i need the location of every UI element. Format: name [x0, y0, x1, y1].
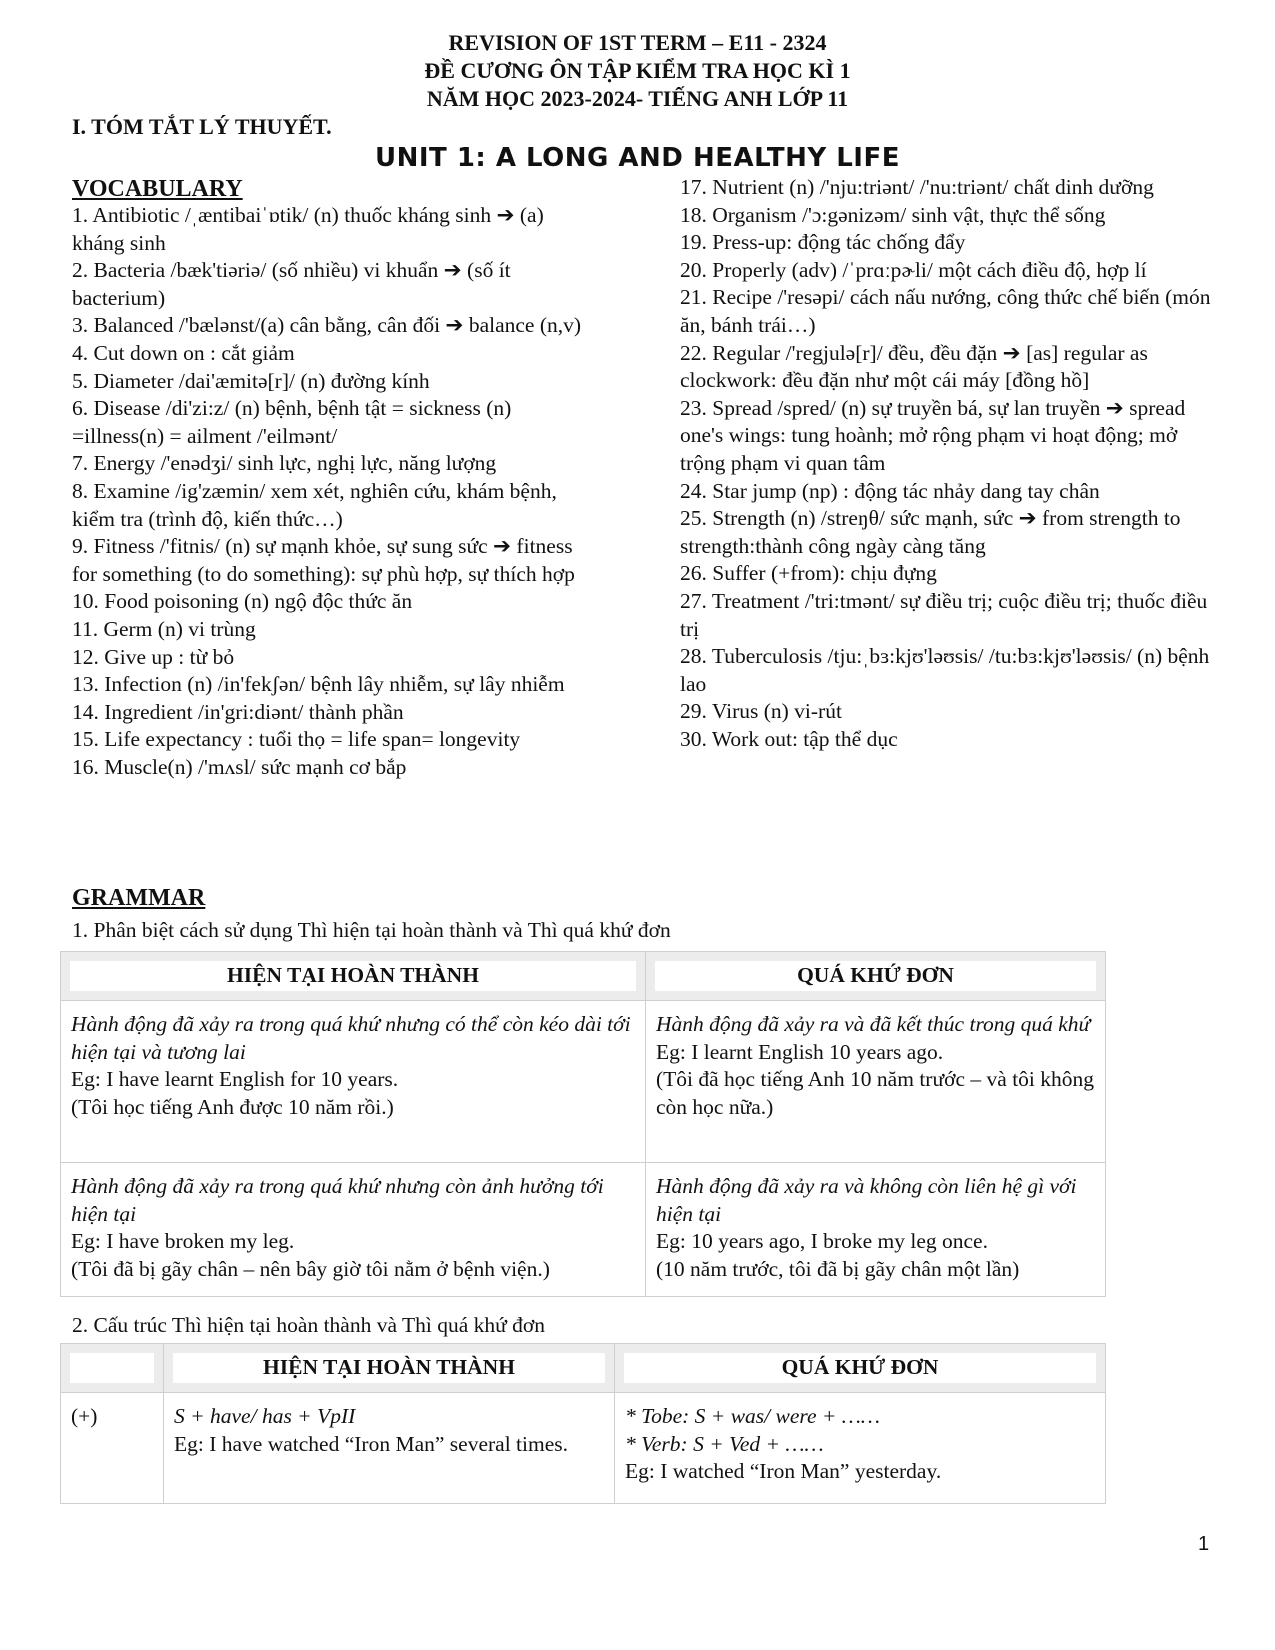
table-cell [646, 1163, 1106, 1297]
vocabulary-heading: VOCABULARY [72, 176, 243, 202]
vocab-entry: 7. Energy /'enədʒi/ sinh lực, nghị lực, năng lượng [72, 451, 497, 476]
vocab-entry: 21. Recipe /'resəpi/ cách nấu nướng, công thức chế biến (món ăn, bánh trái…) [680, 285, 1211, 337]
vocab-entry: 23. Spread /spred/ (n) sự truyền bá, sự lan truyền ➔ spread one's wings: tung hoành; mở rộng phạm vi hoạt động; mở trộng phạm vi quan tâm [680, 395, 1186, 475]
table-row [61, 1393, 1106, 1504]
usage-description: Hành động đã xảy ra và không còn liên hệ gì với hiện tại [656, 1174, 1077, 1226]
table-header-cell [164, 1344, 615, 1393]
column-header-past-simple: QUÁ KHỨ ĐƠN [624, 1353, 1096, 1383]
vocab-entry: 22. Regular /'regjulə[r]/ đều, đều đặn ➔ [as] regular as clockwork: đều đặn như một cái máy [đồng hồ] [680, 340, 1148, 393]
column-header-present-perfect: HIỆN TẠI HOÀN THÀNH [173, 1353, 605, 1383]
vocab-entry: 10. Food poisoning (n) ngộ độc thức ăn [72, 589, 413, 614]
table-cell [61, 1001, 646, 1163]
table-cell [61, 1163, 646, 1297]
table-row [61, 1001, 1106, 1163]
doc-title-line-2: ĐỀ CƯƠNG ÔN TẬP KIỂM TRA HỌC KÌ 1 [424, 58, 851, 83]
vocabulary-left-column [72, 202, 592, 781]
vocab-entry: 8. Examine /ig'zæmin/ xem xét, nghiên cứu, khám bệnh, kiểm tra (trình độ, kiến thức…) [72, 478, 557, 531]
doc-title-line-1: REVISION OF 1ST TERM – E11 - 2324 [448, 30, 827, 55]
vocab-entry: 24. Star jump (np) : động tác nhảy dang tay chân [680, 478, 1100, 503]
table-row [61, 1163, 1106, 1297]
grammar-item-1: 1. Phân biệt cách sử dụng Thì hiện tại hoàn thành và Thì quá khứ đơn [72, 918, 671, 942]
section-title: I. TÓM TẮT LÝ THUYẾT. [72, 114, 332, 139]
table-cell [646, 1001, 1106, 1163]
usage-example: Eg: I have learnt English for 10 years. [71, 1067, 399, 1092]
page-number: 1 [1198, 1533, 1210, 1555]
usage-example: Eg: 10 years ago, I broke my leg once. [656, 1229, 988, 1254]
structure-table [60, 1343, 1106, 1504]
vocab-entry: 17. Nutrient (n) /'nju:triənt/ /'nu:triənt/ chất dinh dưỡng [680, 175, 1154, 199]
column-header-past-simple: QUÁ KHỨ ĐƠN [655, 961, 1096, 991]
usage-description: Hành động đã xảy ra trong quá khứ nhưng còn ảnh hưởng tới hiện tại [71, 1174, 604, 1226]
table-header-cell [615, 1344, 1106, 1393]
usage-description: Hành động đã xảy ra và đã kết thúc trong quá khứ [656, 1012, 1091, 1036]
structure-formula: * Tobe: S + was/ were + …… [625, 1404, 880, 1428]
vocab-entry: 12. Give up : từ bỏ [72, 644, 235, 669]
vocab-entry: 27. Treatment /'tri:tmənt/ sự điều trị; cuộc điều trị; thuốc điều trị [680, 588, 1208, 641]
grammar-heading: GRAMMAR [72, 885, 206, 911]
vocab-entry: 26. Suffer (+from): chịu đựng [680, 561, 937, 586]
vocab-entry: 1. Antibiotic /ˌæntibaiˈɒtik/ (n) thuốc kháng sinh ➔ (a) kháng sinh [72, 203, 544, 255]
vocab-entry: 14. Ingredient /in'gri:diənt/ thành phần [72, 699, 404, 724]
unit-title: UNIT 1: A LONG AND HEALTHY LIFE [374, 143, 900, 173]
vocab-entry: 19. Press-up: động tác chống đẩy [680, 230, 966, 255]
table-cell [615, 1393, 1106, 1504]
vocab-entry: 11. Germ (n) vi trùng [72, 616, 256, 641]
usage-comparison-table [60, 951, 1106, 1297]
vocab-entry: 2. Bacteria /bæk'tiəriə/ (số nhiều) vi khuẩn ➔ (số ít bacterium) [72, 258, 511, 310]
vocab-entry: 25. Strength (n) /streŋθ/ sức mạnh, sức ➔ from strength to strength:thành công ngày càng tăng [680, 506, 1181, 558]
usage-example: Eg: I learnt English 10 years ago. [656, 1039, 944, 1064]
usage-translation: (Tôi đã học tiếng Anh 10 năm trước – và tôi không còn học nữa.) [656, 1067, 1095, 1119]
column-header-sign [70, 1353, 154, 1383]
vocab-entry: 20. Properly (adv) /ˈprɑːpɚli/ một cách điều độ, hợp lí [680, 257, 1147, 282]
vocab-entry: 18. Organism /'ɔ:gənizəm/ sinh vật, thực thể sống [680, 202, 1106, 227]
vocab-entry: 16. Muscle(n) /'mʌsl/ sức mạnh cơ bắp [72, 754, 407, 779]
affirmative-sign: (+) [61, 1393, 164, 1504]
usage-translation: (Tôi đã bị gãy chân – nên bây giờ tôi nằm ở bệnh viện.) [71, 1256, 550, 1281]
structure-formula: S + have/ has + VpII [174, 1404, 356, 1428]
structure-example: Eg: I have watched “Iron Man” several times. [174, 1431, 569, 1456]
structure-formula: * Verb: S + Ved + …… [625, 1431, 824, 1456]
vocab-entry: 3. Balanced /'bælənst/(a) cân bằng, cân đối ➔ balance (n,v) [72, 313, 582, 338]
vocab-entry: 4. Cut down on : cắt giảm [72, 340, 295, 365]
grammar-item-2: 2. Cấu trúc Thì hiện tại hoàn thành và Thì quá khứ đơn [72, 1313, 546, 1337]
usage-description: Hành động đã xảy ra trong quá khứ nhưng có thể còn kéo dài tới hiện tại và tương lai [71, 1012, 631, 1064]
vocab-entry: 9. Fitness /'fitnis/ (n) sự mạnh khỏe, sự sung sức ➔ fitness for something (to do something): sự phù hợp, sự thích hợp [72, 534, 575, 586]
vocab-entry: 15. Life expectancy : tuổi thọ = life span= longevity [72, 727, 521, 752]
vocabulary-right-column [680, 174, 1220, 753]
usage-example: Eg: I have broken my leg. [71, 1229, 295, 1254]
column-header-present-perfect: HIỆN TẠI HOÀN THÀNH [70, 961, 636, 991]
usage-translation: (10 năm trước, tôi đã bị gãy chân một lần) [656, 1256, 1020, 1281]
vocab-entry: 28. Tuberculosis /tju:ˌbɜ:kjʊ'ləʊsis/ /tu:bɜ:kjʊ'ləʊsis/ (n) bệnh lao [680, 644, 1210, 696]
table-header-cell [61, 952, 646, 1001]
vocab-entry: 29. Virus (n) vi-rút [680, 699, 842, 724]
doc-title-line-3: NĂM HỌC 2023-2024- TIẾNG ANH LỚP 11 [426, 86, 849, 111]
usage-translation: (Tôi học tiếng Anh được 10 năm rồi.) [71, 1094, 394, 1119]
vocab-entry: 30. Work out: tập thể dục [680, 726, 898, 751]
table-header-cell [646, 952, 1106, 1001]
structure-example: Eg: I watched “Iron Man” yesterday. [625, 1459, 942, 1484]
table-cell [164, 1393, 615, 1504]
table-header-cell [61, 1344, 164, 1393]
vocab-entry: 13. Infection (n) /in'fekʃən/ bệnh lây nhiễm, sự lây nhiễm [72, 672, 565, 697]
vocab-entry: 5. Diameter /dai'æmitə[r]/ (n) đường kính [72, 368, 430, 393]
vocab-entry: 6. Disease /di'zi:z/ (n) bệnh, bệnh tật = sickness (n) =illness(n) = ailment /'eilmənt/ [72, 396, 512, 448]
